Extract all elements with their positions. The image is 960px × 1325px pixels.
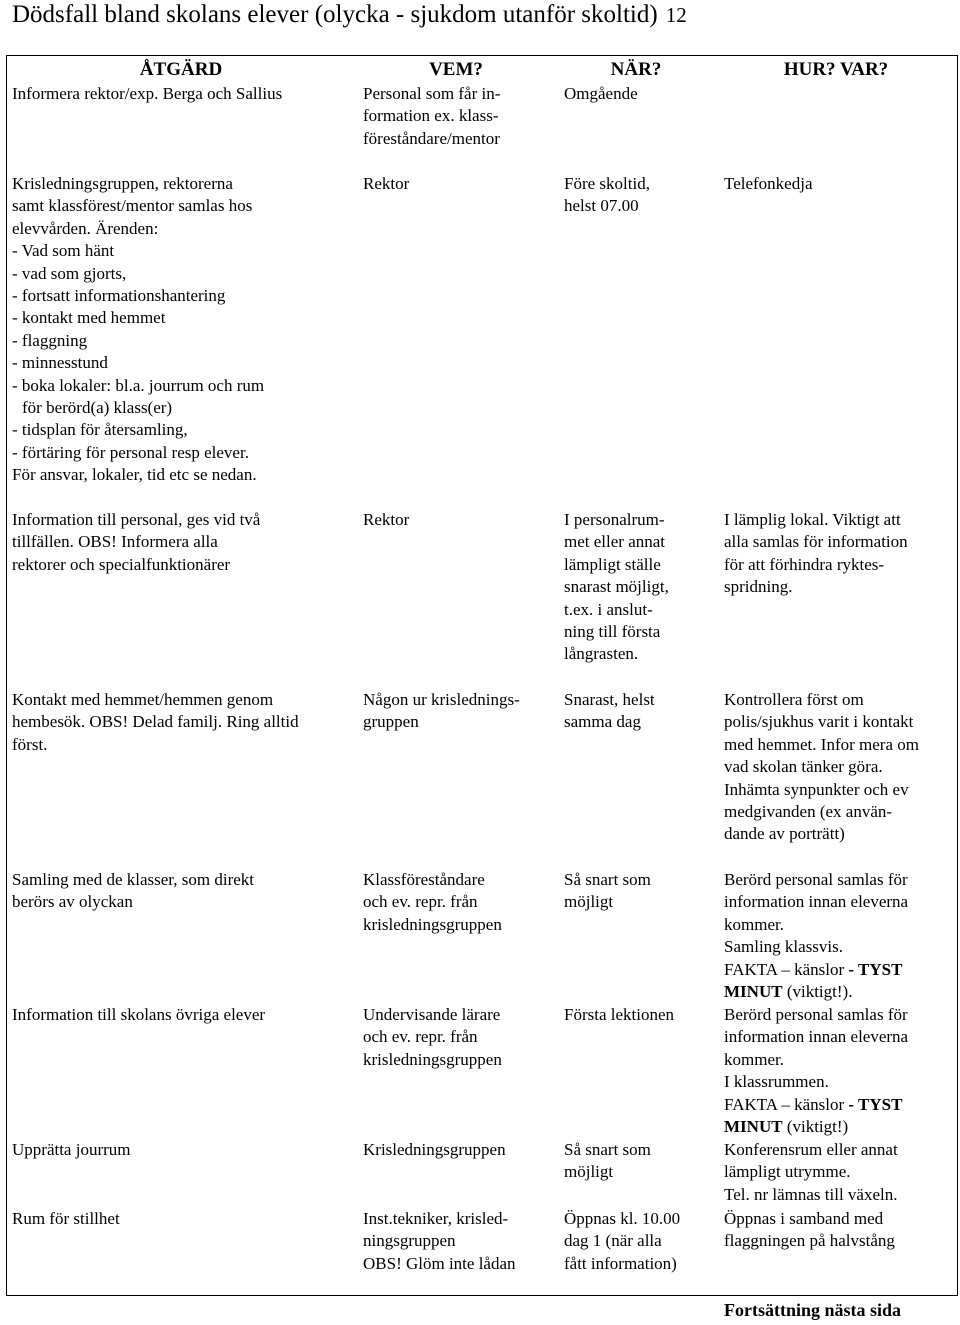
row-2-vem: Rektor [363, 174, 410, 193]
document-title [12, 0, 952, 30]
table-bottom-border [6, 1295, 958, 1296]
row-4-vem: Någon ur krislednings- gruppen [363, 690, 520, 732]
row-4-atgard: Kontakt med hemmet/hemmen genom hembesök. OBS! Delad familj. Ring alltid först. [12, 690, 299, 754]
title-text: Dödsfall bland skolans elever (olycka - sjukdom utanför skoltid) [12, 1, 658, 28]
row-2-atgard: Krisledningsgruppen, rektorerna samt klassförest/mentor samlas hos elevvården. Ärenden: - Vad som hänt - vad som gjorts, - fortsatt informationshantering - kontakt med hemmet - flaggning - minnesstund - boka lokaler: bl.a. jourrum och rum för berörd(a) klass(er) - tidsplan för återsamling, - förtäring för personal resp elever. För ansvar, lokaler, tid etc se nedan. [12, 174, 265, 485]
continuation-note: Fortsättning nästa sida [724, 1300, 902, 1320]
header-nar: NÄR? [610, 59, 662, 80]
table-top-border [6, 55, 958, 56]
row-2-hur: Telefonkedja [724, 174, 813, 193]
row-1-vem: Personal som får in- formation ex. klass- föreståndare/mentor [363, 84, 501, 148]
row-4-nar: Snarast, helst samma dag [564, 690, 655, 732]
row-6-vem: Undervisande lärare och ev. repr. från krisledningsgruppen [363, 1005, 502, 1069]
row-6-nar: Första lektionen [564, 1005, 675, 1024]
row-3-vem: Rektor [363, 510, 410, 529]
row-1-atgard: Informera rektor/exp. Berga och Sallius [12, 84, 283, 103]
header-hur: HUR? VAR? [783, 59, 889, 80]
row-1-nar: Omgående [564, 84, 638, 103]
row-3-hur: I lämplig lokal. Viktigt att alla samlas för information för att förhindra ryktes- spridning. [724, 510, 908, 597]
row-7-vem: Krisledningsgruppen [363, 1140, 506, 1159]
header-atgard: ÅTGÄRD [139, 59, 223, 80]
row-3-atgard: Information till personal, ges vid två tillfällen. OBS! Informera alla rektorer och specialfunktionärer [12, 510, 261, 574]
row-6-atgard: Information till skolans övriga elever [12, 1005, 266, 1024]
row-5-vem: Klassföreståndare och ev. repr. från krisledningsgruppen [363, 870, 502, 934]
row-5-nar: Så snart som möjligt [564, 870, 651, 912]
row-6-hur: Berörd personal samlas för information innan eleverna kommer. I klassrummen. FAKTA – känslor - TYST MINUT (viktigt!) [724, 1005, 909, 1137]
row-7-hur: Konferensrum eller annat lämpligt utrymme. Tel. nr lämnas till växeln. [724, 1140, 898, 1204]
page-number: 12 [665, 3, 687, 27]
row-8-nar: Öppnas kl. 10.00 dag 1 (när alla fått information) [564, 1209, 681, 1273]
row-7-nar: Så snart som möjligt [564, 1140, 651, 1182]
row-8-atgard: Rum för stillhet [12, 1209, 120, 1228]
table-left-border [6, 55, 7, 1295]
row-3-nar: I personalrum- met eller annat lämpligt ställe snarast möjligt, t.ex. i anslut- ning till första långrasten. [564, 510, 669, 664]
row-5-hur: Berörd personal samlas för information innan eleverna kommer. Samling klassvis. FAKTA – känslor - TYST MINUT (viktigt!). [724, 870, 909, 1002]
header-vem: VEM? [429, 59, 483, 80]
row-5-atgard: Samling med de klasser, som direkt berörs av olyckan [12, 870, 255, 912]
row-4-hur: Kontrollera först om polis/sjukhus varit i kontakt med hemmet. Infor mera om vad skolan tänker göra. Inhämta synpunkter och ev medgivanden (ex använ- dande av porträtt) [724, 690, 919, 844]
row-8-hur: Öppnas i samband med flaggningen på halvstång [724, 1209, 895, 1251]
table-right-border [957, 55, 958, 1295]
row-2-nar: Före skoltid, helst 07.00 [564, 174, 650, 216]
row-8-vem: Inst.tekniker, krisled- ningsgruppen OBS! Glöm inte lådan [363, 1209, 516, 1273]
row-7-atgard: Upprätta jourrum [12, 1140, 131, 1159]
